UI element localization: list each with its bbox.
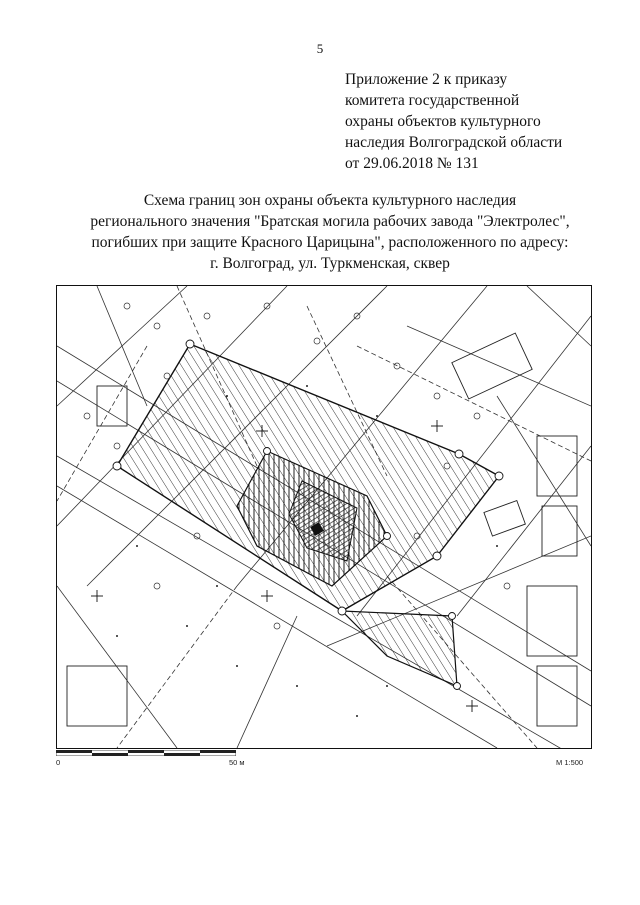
- scale-zero-label: 0: [56, 758, 61, 767]
- scale-bar: [56, 750, 236, 756]
- document-title: [60, 190, 600, 274]
- title-line: г. Волгоград, ул. Туркменская, сквер: [210, 255, 450, 272]
- title-line: погибших при защите Красного Царицына", расположенного по адресу:: [91, 234, 569, 251]
- appendix-line: Приложение 2 к приказу: [345, 71, 508, 88]
- scale-ratio-label: М 1:500: [556, 758, 584, 767]
- page-number: 5: [316, 41, 324, 56]
- title-line: Схема границ зон охраны объекта культурного наследия: [143, 192, 517, 209]
- appendix-line: охраны объектов культурного: [345, 113, 541, 130]
- appendix-line: от 29.06.2018 № 131: [345, 155, 479, 172]
- boundary-map: [56, 285, 592, 749]
- appendix-line: наследия Волгоградской области: [345, 134, 563, 151]
- cadastral-map-drawing: [57, 286, 591, 748]
- scale-distance-label: 50 м: [229, 758, 245, 767]
- appendix-heading: [345, 69, 625, 174]
- protection-zone-lower: [342, 611, 457, 686]
- appendix-line: комитета государственной: [345, 92, 520, 109]
- title-line: регионального значения "Братская могила рабочих завода "Электролес",: [90, 213, 570, 230]
